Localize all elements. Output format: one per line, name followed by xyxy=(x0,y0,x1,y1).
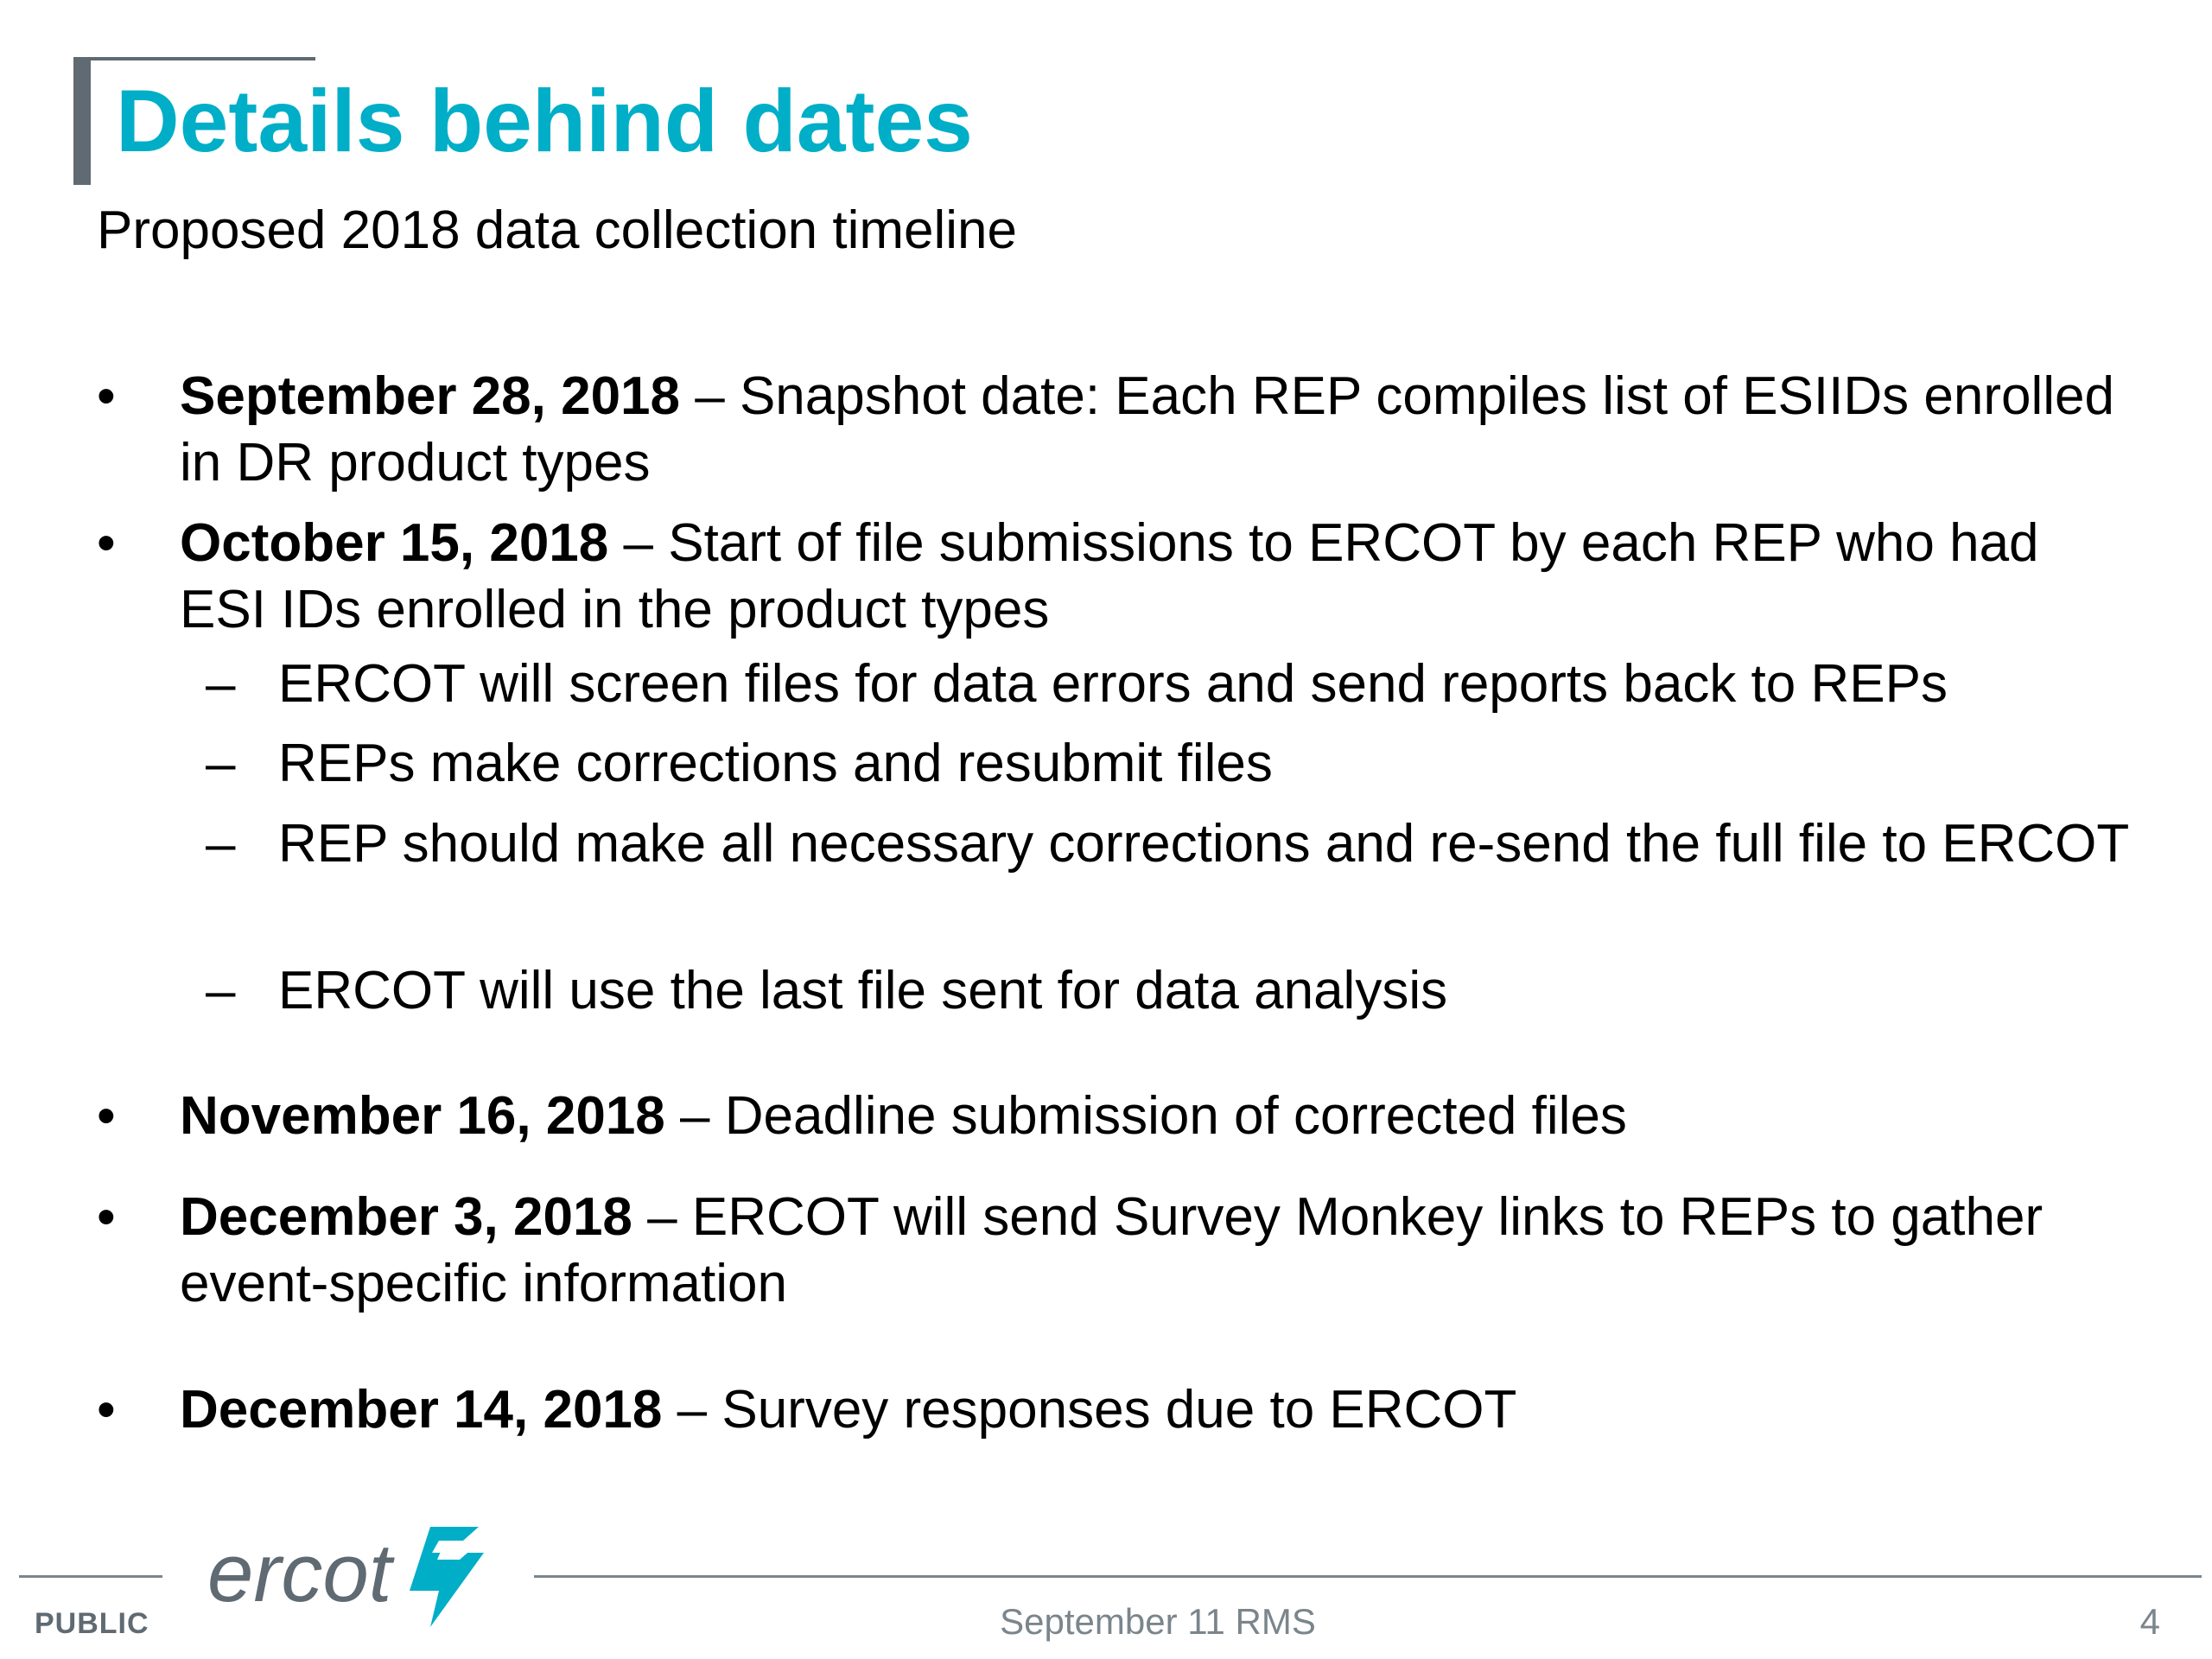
bullet-date: November 16, 2018 xyxy=(180,1086,665,1146)
bullet-glyph: • xyxy=(97,366,116,426)
bullet-item-nov-16 xyxy=(180,1083,2133,1149)
bullet-glyph: • xyxy=(97,513,116,573)
sub-bullet-glyph: – xyxy=(206,814,236,874)
bullet-item-dec-3 xyxy=(180,1184,2133,1317)
bullet-date: December 3, 2018 xyxy=(180,1187,632,1247)
title-accent-line xyxy=(73,57,315,60)
bullet-text: – Deadline submission of corrected files xyxy=(664,1086,1627,1146)
page-number: 4 xyxy=(2139,1601,2160,1642)
footer-meeting: September 11 RMS xyxy=(1000,1601,1316,1642)
bullet-item-oct-15 xyxy=(180,510,2133,643)
sub-bullet-glyph: – xyxy=(206,734,236,793)
lightning-bolt-icon xyxy=(410,1527,484,1627)
bullet-text: – ERCOT will send Survey Monkey links to REPs to gather event-specific information xyxy=(180,1187,2044,1313)
sub-bullet-item: REPs make corrections and resubmit files xyxy=(278,734,1273,793)
footer-divider-right xyxy=(534,1575,2202,1578)
slide-title: Details behind dates xyxy=(116,72,973,170)
bullet-item-sep-28 xyxy=(180,363,2133,496)
sub-bullet-glyph: – xyxy=(206,961,236,1020)
bullet-item-dec-14 xyxy=(180,1376,2133,1443)
footer-classification: PUBLIC xyxy=(35,1607,149,1640)
logo-wordmark: ercot xyxy=(207,1527,392,1619)
footer-divider-left xyxy=(19,1575,162,1578)
bullet-glyph: • xyxy=(97,1187,116,1247)
slide-subtitle: Proposed 2018 data collection timeline xyxy=(97,200,1018,260)
sub-bullet-item: ERCOT will screen files for data errors and send reports back to REPs xyxy=(278,654,1948,714)
sub-bullet-item: ERCOT will use the last file sent for data analysis xyxy=(278,961,1448,1020)
sub-bullet-glyph: – xyxy=(206,654,236,714)
title-accent-bar xyxy=(73,57,91,185)
bullet-text: – Survey responses due to ERCOT xyxy=(662,1380,1517,1440)
bullet-text: – Snapshot date: Each REP compiles list of ESIIDs enrolled in DR product types xyxy=(180,366,2114,493)
bullet-date: September 28, 2018 xyxy=(180,366,681,426)
bullet-glyph: • xyxy=(97,1380,116,1440)
bullet-glyph: • xyxy=(97,1086,116,1146)
bullet-text: – Start of file submissions to ERCOT by each REP who had ESI IDs enrolled in the product types xyxy=(180,513,2039,639)
bullet-date: October 15, 2018 xyxy=(180,513,609,573)
bullet-date: December 14, 2018 xyxy=(180,1380,663,1440)
ercot-logo xyxy=(204,1516,498,1637)
sub-bullet-item: REP should make all necessary corrections and re-send the full file to ERCOT xyxy=(278,814,2130,874)
